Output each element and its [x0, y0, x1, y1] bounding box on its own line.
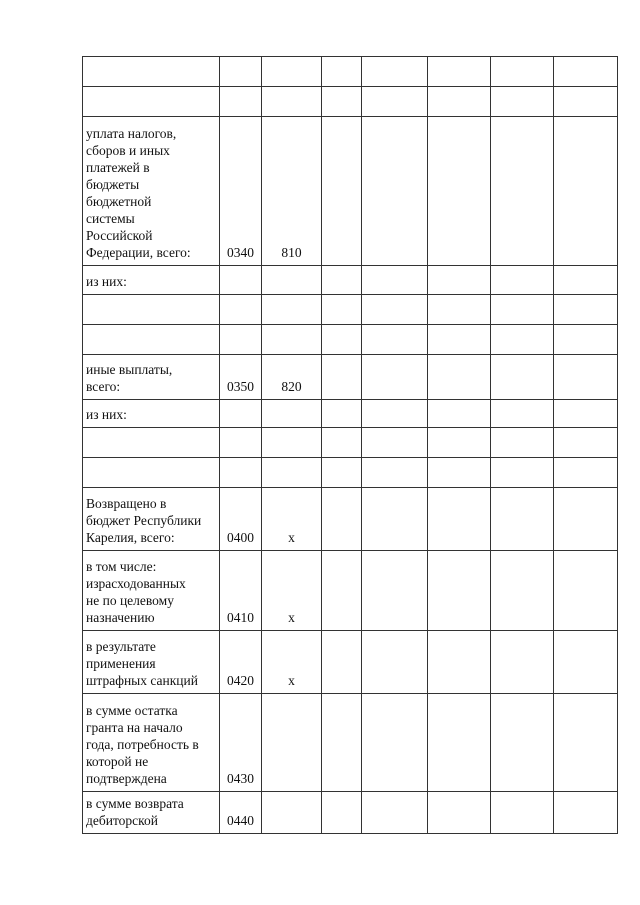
row-code-cell: 0410	[220, 551, 262, 631]
value-cell	[322, 57, 362, 87]
value-cell	[554, 355, 618, 400]
row-name-cell: в том числе: израсходованных не по целевому назначению	[83, 551, 220, 631]
table-row	[83, 631, 618, 694]
value-cell	[362, 355, 428, 400]
value-cell	[554, 694, 618, 792]
row-kbk-cell: х	[262, 631, 322, 694]
value-cell	[362, 266, 428, 295]
table-row	[83, 792, 618, 834]
row-code-cell	[220, 87, 262, 117]
table-row	[83, 551, 618, 631]
row-name-cell: Возвращено в бюджет Республики Карелия, всего:	[83, 488, 220, 551]
row-code-cell	[220, 458, 262, 488]
row-code-cell	[220, 295, 262, 325]
row-kbk-cell	[262, 428, 322, 458]
value-cell	[554, 295, 618, 325]
value-cell	[322, 355, 362, 400]
value-cell	[554, 792, 618, 834]
value-cell	[322, 551, 362, 631]
value-cell	[362, 458, 428, 488]
value-cell	[554, 266, 618, 295]
value-cell	[554, 400, 618, 428]
value-cell	[362, 428, 428, 458]
row-code-cell	[220, 428, 262, 458]
value-cell	[491, 57, 554, 87]
row-kbk-cell: х	[262, 488, 322, 551]
value-cell	[491, 458, 554, 488]
value-cell	[491, 631, 554, 694]
value-cell	[428, 631, 491, 694]
row-kbk-cell	[262, 792, 322, 834]
value-cell	[491, 266, 554, 295]
value-cell	[322, 792, 362, 834]
value-cell	[491, 694, 554, 792]
value-cell	[491, 325, 554, 355]
value-cell	[362, 488, 428, 551]
row-name-cell	[83, 325, 220, 355]
row-kbk-cell	[262, 400, 322, 428]
value-cell	[428, 87, 491, 117]
table-row	[83, 694, 618, 792]
row-kbk-cell	[262, 295, 322, 325]
row-name-cell: иные выплаты, всего:	[83, 355, 220, 400]
row-code-cell: 0340	[220, 117, 262, 266]
value-cell	[428, 117, 491, 266]
value-cell	[362, 295, 428, 325]
value-cell	[554, 428, 618, 458]
row-kbk-cell	[262, 694, 322, 792]
value-cell	[362, 117, 428, 266]
value-cell	[322, 117, 362, 266]
row-code-cell: 0430	[220, 694, 262, 792]
table-row	[83, 428, 618, 458]
value-cell	[428, 57, 491, 87]
row-name-cell	[83, 295, 220, 325]
value-cell	[428, 694, 491, 792]
value-cell	[322, 488, 362, 551]
value-cell	[322, 631, 362, 694]
table-row	[83, 295, 618, 325]
value-cell	[428, 792, 491, 834]
row-code-cell: 0420	[220, 631, 262, 694]
table-row	[83, 266, 618, 295]
row-kbk-cell	[262, 325, 322, 355]
table-row	[83, 400, 618, 428]
row-name-cell	[83, 428, 220, 458]
value-cell	[362, 792, 428, 834]
value-cell	[491, 488, 554, 551]
row-kbk-cell	[262, 57, 322, 87]
value-cell	[362, 631, 428, 694]
value-cell	[322, 295, 362, 325]
value-cell	[491, 355, 554, 400]
value-cell	[322, 458, 362, 488]
table-row	[83, 488, 618, 551]
value-cell	[322, 428, 362, 458]
value-cell	[362, 87, 428, 117]
value-cell	[554, 325, 618, 355]
value-cell	[491, 792, 554, 834]
value-cell	[428, 551, 491, 631]
row-code-cell	[220, 266, 262, 295]
row-kbk-cell	[262, 458, 322, 488]
value-cell	[554, 458, 618, 488]
value-cell	[491, 87, 554, 117]
value-cell	[428, 266, 491, 295]
value-cell	[362, 400, 428, 428]
row-name-cell: в сумме остатка гранта на начало года, потребность в которой не подтверждена	[83, 694, 220, 792]
table-row	[83, 355, 618, 400]
value-cell	[428, 295, 491, 325]
table-row	[83, 458, 618, 488]
row-kbk-cell: 820	[262, 355, 322, 400]
row-code-cell: 0440	[220, 792, 262, 834]
row-kbk-cell	[262, 266, 322, 295]
row-name-cell	[83, 458, 220, 488]
table-row	[83, 57, 618, 87]
value-cell	[322, 325, 362, 355]
value-cell	[428, 325, 491, 355]
value-cell	[428, 355, 491, 400]
value-cell	[491, 551, 554, 631]
table-row	[83, 117, 618, 266]
table-row	[83, 325, 618, 355]
value-cell	[428, 400, 491, 428]
value-cell	[322, 87, 362, 117]
value-cell	[428, 488, 491, 551]
value-cell	[362, 694, 428, 792]
value-cell	[554, 117, 618, 266]
table-body	[83, 57, 618, 834]
row-kbk-cell	[262, 87, 322, 117]
value-cell	[322, 694, 362, 792]
value-cell	[322, 266, 362, 295]
row-kbk-cell: 810	[262, 117, 322, 266]
value-cell	[554, 57, 618, 87]
value-cell	[362, 57, 428, 87]
row-code-cell	[220, 400, 262, 428]
row-name-cell: уплата налогов, сборов и иных платежей в бюджеты бюджетной системы Российской Федерации, всего:	[83, 117, 220, 266]
row-name-cell: из них:	[83, 400, 220, 428]
value-cell	[428, 458, 491, 488]
table-row	[83, 87, 618, 117]
row-code-cell	[220, 325, 262, 355]
row-name-cell: из них:	[83, 266, 220, 295]
row-code-cell: 0350	[220, 355, 262, 400]
row-name-cell: в сумме возврата дебиторской	[83, 792, 220, 834]
report-table	[82, 56, 618, 834]
value-cell	[491, 295, 554, 325]
value-cell	[491, 117, 554, 266]
row-name-cell	[83, 57, 220, 87]
row-kbk-cell: х	[262, 551, 322, 631]
value-cell	[491, 400, 554, 428]
value-cell	[362, 325, 428, 355]
value-cell	[554, 488, 618, 551]
value-cell	[428, 428, 491, 458]
value-cell	[322, 400, 362, 428]
value-cell	[554, 87, 618, 117]
value-cell	[491, 428, 554, 458]
row-name-cell	[83, 87, 220, 117]
value-cell	[362, 551, 428, 631]
value-cell	[554, 551, 618, 631]
row-name-cell: в результате применения штрафных санкций	[83, 631, 220, 694]
value-cell	[554, 631, 618, 694]
row-code-cell	[220, 57, 262, 87]
row-code-cell: 0400	[220, 488, 262, 551]
